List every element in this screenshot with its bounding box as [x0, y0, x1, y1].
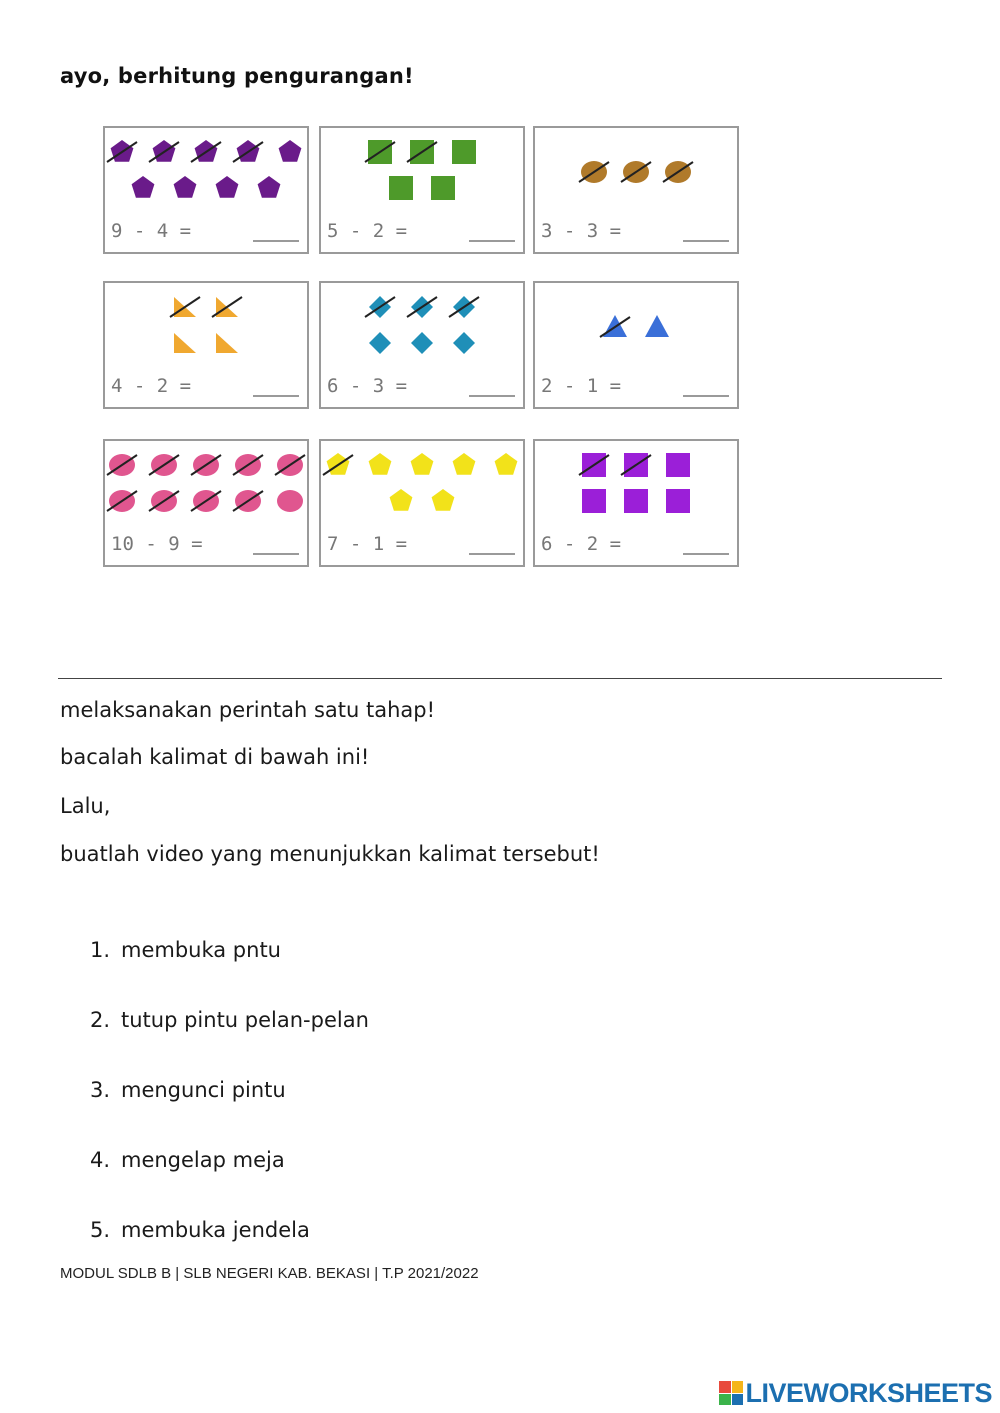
diamond-shape — [453, 332, 475, 354]
worksheet-heading: ayo, berhitung pengurangan! — [60, 64, 414, 88]
list-item-text: mengelap meja — [121, 1148, 285, 1172]
liveworksheets-icon — [719, 1381, 743, 1405]
equation-text: 3 - 3 = — [541, 220, 622, 242]
divider-line — [58, 678, 942, 679]
instruction-title: melaksanakan perintah satu tahap! — [60, 698, 436, 722]
answer-blank[interactable] — [469, 395, 515, 397]
list-item — [90, 938, 281, 962]
list-item-text: mengunci pintu — [121, 1078, 286, 1102]
flower-shape — [132, 176, 155, 198]
list-item-number: 5. — [90, 1218, 111, 1242]
flower-shape — [411, 453, 434, 475]
instruction-line-3: Lalu, — [60, 794, 111, 818]
equation-text: 5 - 2 = — [327, 220, 408, 242]
subtraction-card — [533, 439, 739, 567]
equation-text: 7 - 1 = — [327, 533, 408, 555]
liveworksheets-logo[interactable] — [719, 1378, 992, 1408]
list-item — [90, 1148, 285, 1172]
equation-text: 6 - 2 = — [541, 533, 622, 555]
list-item-number: 2. — [90, 1008, 111, 1032]
diamond-shape — [411, 332, 433, 354]
answer-blank[interactable] — [683, 395, 729, 397]
equation-text: 10 - 9 = — [111, 533, 203, 555]
answer-blank[interactable] — [253, 240, 299, 242]
list-item-text: membuka pntu — [121, 938, 281, 962]
subtraction-card — [103, 439, 309, 567]
square-shape — [624, 489, 648, 513]
flower-shape — [369, 453, 392, 475]
list-item — [90, 1008, 369, 1032]
planet-shape — [277, 490, 303, 512]
list-item — [90, 1218, 310, 1242]
flower-shape — [174, 176, 197, 198]
square-shape — [389, 176, 413, 200]
subtraction-card — [103, 126, 309, 254]
equation-text: 2 - 1 = — [541, 375, 622, 397]
subtraction-card — [319, 439, 525, 567]
answer-blank[interactable] — [253, 395, 299, 397]
flower-shape — [279, 140, 302, 162]
arrowtri-shape — [645, 315, 669, 337]
instruction-line-4: buatlah video yang menunjukkan kalimat tersebut! — [60, 842, 600, 866]
square-shape — [582, 489, 606, 513]
triangle-shape — [174, 333, 196, 353]
flower-shape — [216, 176, 239, 198]
equation-text: 9 - 4 = — [111, 220, 192, 242]
diamond-shape — [369, 332, 391, 354]
triangle-shape — [216, 333, 238, 353]
answer-blank[interactable] — [469, 240, 515, 242]
answer-blank[interactable] — [469, 553, 515, 555]
instruction-line-2: bacalah kalimat di bawah ini! — [60, 745, 370, 769]
equation-text: 4 - 2 = — [111, 375, 192, 397]
answer-blank[interactable] — [683, 240, 729, 242]
square-shape — [666, 489, 690, 513]
answer-blank[interactable] — [683, 553, 729, 555]
equation-text: 6 - 3 = — [327, 375, 408, 397]
flower-shape — [390, 489, 413, 511]
subtraction-card — [533, 281, 739, 409]
square-shape — [431, 176, 455, 200]
square-shape — [452, 140, 476, 164]
list-item-text: membuka jendela — [121, 1218, 310, 1242]
footer-text: MODUL SDLB B | SLB NEGERI KAB. BEKASI | T.P 2021/2022 — [60, 1265, 479, 1282]
brand-name: LIVEWORKSHEETS — [745, 1377, 992, 1408]
list-item-text: tutup pintu pelan-pelan — [121, 1008, 369, 1032]
answer-blank[interactable] — [253, 553, 299, 555]
flower-shape — [453, 453, 476, 475]
subtraction-grid — [103, 126, 743, 572]
subtraction-card — [319, 126, 525, 254]
subtraction-card — [103, 281, 309, 409]
flower-shape — [432, 489, 455, 511]
list-item — [90, 1078, 286, 1102]
flower-shape — [258, 176, 281, 198]
flower-shape — [495, 453, 518, 475]
list-item-number: 4. — [90, 1148, 111, 1172]
list-item-number: 3. — [90, 1078, 111, 1102]
subtraction-card — [533, 126, 739, 254]
subtraction-card — [319, 281, 525, 409]
list-item-number: 1. — [90, 938, 111, 962]
square-shape — [666, 453, 690, 477]
